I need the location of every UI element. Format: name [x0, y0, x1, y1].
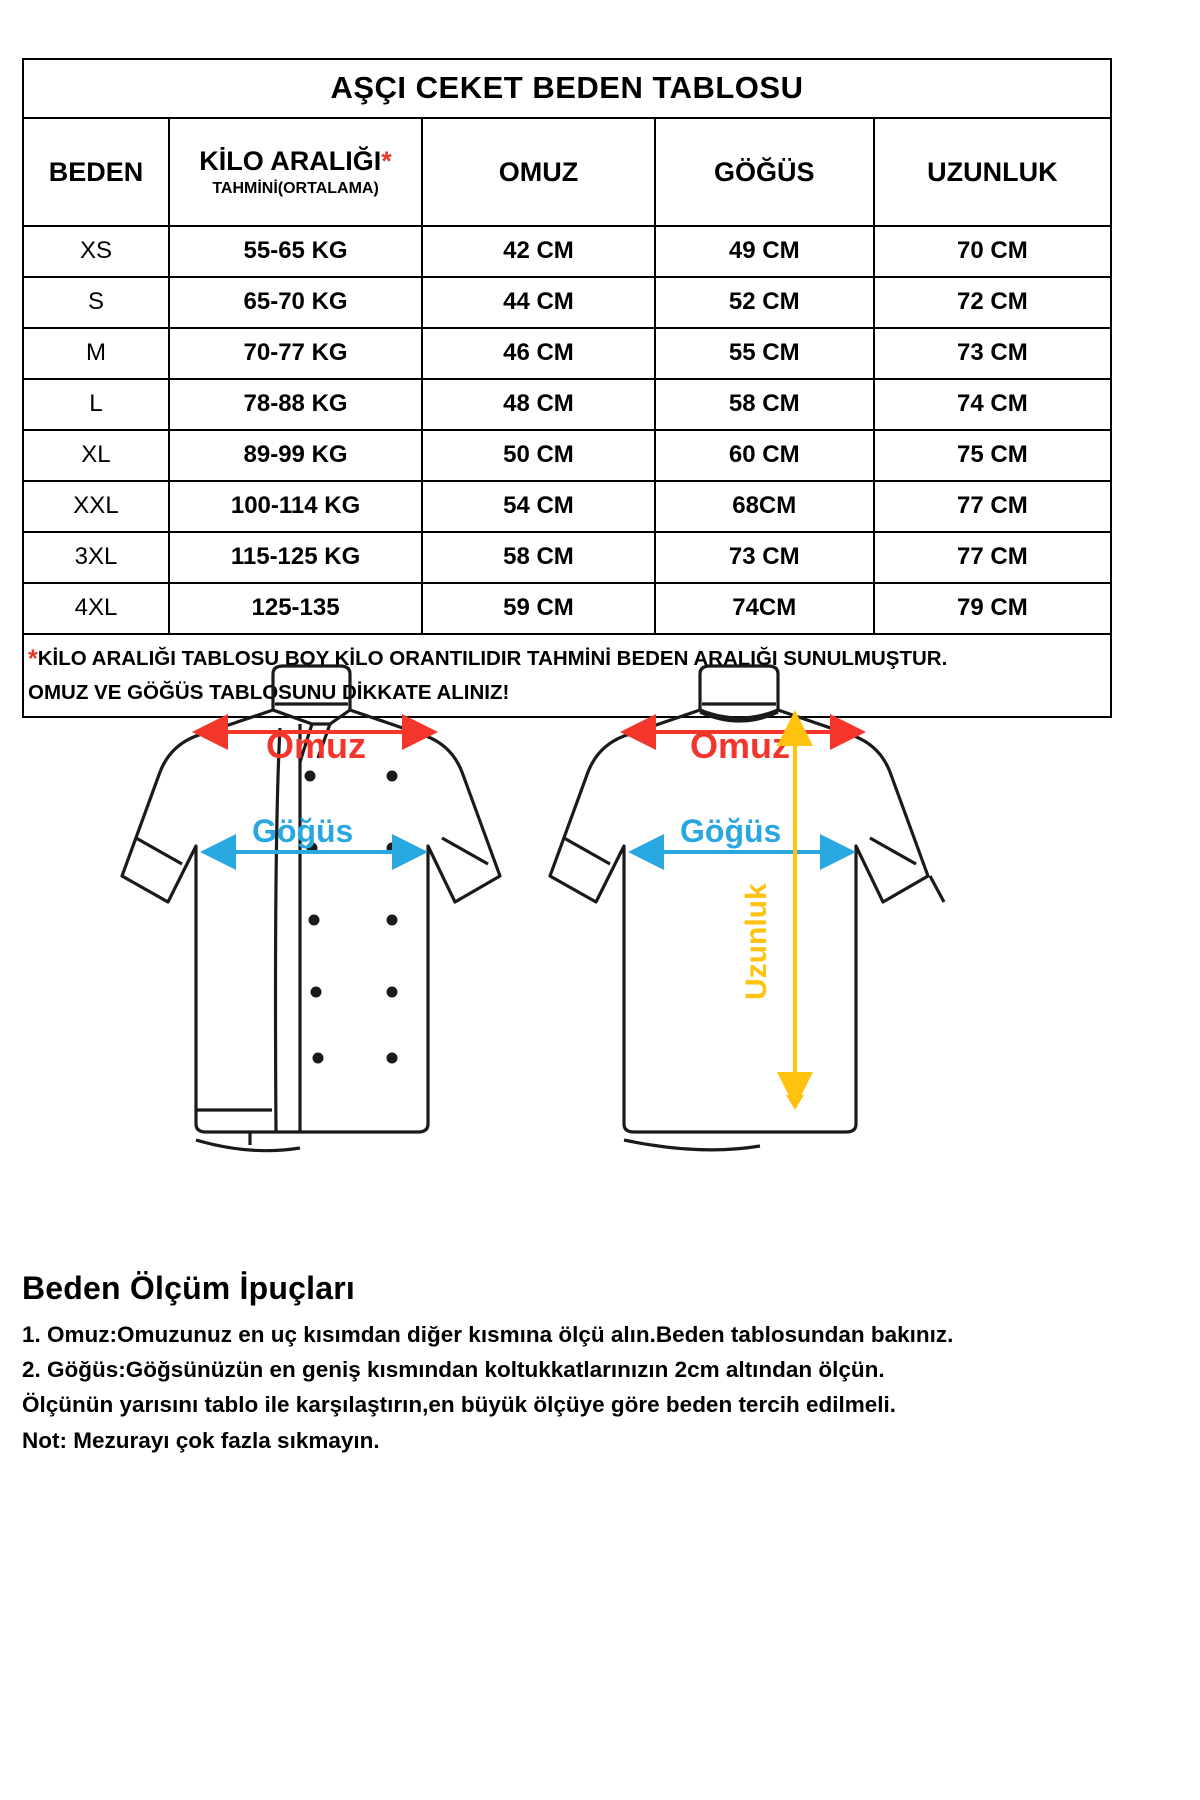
table-row	[23, 379, 1111, 430]
table-row	[23, 583, 1111, 634]
front-chest-label: Göğüs	[252, 813, 354, 849]
header-beden: BEDEN	[23, 118, 169, 226]
footnote-asterisk: *	[28, 645, 38, 673]
back-length-measure	[740, 718, 804, 1110]
cell-omuz: 44 CM	[422, 277, 655, 328]
cell-uzunluk: 77 CM	[874, 481, 1111, 532]
cell-omuz: 54 CM	[422, 481, 655, 532]
front-shoulder-measure	[200, 725, 430, 766]
header-kilo-araligi	[169, 118, 422, 226]
cell-gogus: 52 CM	[655, 277, 874, 328]
table-row	[23, 226, 1111, 277]
cell-omuz: 59 CM	[422, 583, 655, 634]
cell-omuz: 42 CM	[422, 226, 655, 277]
jacket-illustration	[0, 640, 1200, 1200]
table-row	[23, 430, 1111, 481]
cell-beden: 4XL	[23, 583, 169, 634]
header-omuz: OMUZ	[422, 118, 655, 226]
cell-kilo: 115-125 KG	[169, 532, 422, 583]
cell-kilo: 78-88 KG	[169, 379, 422, 430]
size-table	[22, 58, 1112, 718]
cell-omuz: 48 CM	[422, 379, 655, 430]
header-kilo-sub: TAHMİNİ(ORTALAMA)	[212, 179, 379, 197]
cell-beden: XS	[23, 226, 169, 277]
table-header-row	[23, 118, 1111, 226]
cell-uzunluk: 73 CM	[874, 328, 1111, 379]
header-kilo-main: KİLO ARALIĞI*	[199, 146, 392, 177]
cell-uzunluk: 77 CM	[874, 532, 1111, 583]
table-row	[23, 328, 1111, 379]
cell-gogus: 49 CM	[655, 226, 874, 277]
cell-uzunluk: 79 CM	[874, 583, 1111, 634]
table-title-row	[23, 59, 1111, 118]
cell-kilo: 125-135	[169, 583, 422, 634]
header-kilo-asterisk: *	[381, 146, 392, 177]
table-row	[23, 277, 1111, 328]
cell-beden: XL	[23, 430, 169, 481]
jacket-diagram-svg	[0, 640, 1200, 1200]
cell-uzunluk: 72 CM	[874, 277, 1111, 328]
cell-gogus: 74CM	[655, 583, 874, 634]
cell-gogus: 55 CM	[655, 328, 874, 379]
header-uzunluk: UZUNLUK	[874, 118, 1111, 226]
cell-uzunluk: 74 CM	[874, 379, 1111, 430]
footnote-line-2: OMUZ VE GÖĞÜS TABLOSUNU DİKKATE ALINIZ!	[28, 680, 510, 704]
tips-heading: Beden Ölçüm İpuçları	[22, 1270, 355, 1306]
cell-beden: M	[23, 328, 169, 379]
cell-beden: XXL	[23, 481, 169, 532]
cell-beden: 3XL	[23, 532, 169, 583]
back-shoulder-label: Omuz	[690, 725, 791, 766]
measurement-tips	[22, 1270, 1142, 1460]
cell-omuz: 50 CM	[422, 430, 655, 481]
cell-kilo: 55-65 KG	[169, 226, 422, 277]
table-row	[23, 532, 1111, 583]
cell-uzunluk: 75 CM	[874, 430, 1111, 481]
footnote-line-1: KİLO ARALIĞI TABLOSU BOY KİLO ORANTILIDIR TAHMİNİ BEDEN ARALIĞI SUNULMUŞTUR.	[37, 647, 948, 670]
back-chest-label: Göğüs	[680, 813, 782, 849]
cell-gogus: 68CM	[655, 481, 874, 532]
cell-kilo: 100-114 KG	[169, 481, 422, 532]
cell-kilo: 89-99 KG	[169, 430, 422, 481]
cell-uzunluk: 70 CM	[874, 226, 1111, 277]
tips-line-1: 1. Omuz:Omuzunuz en uç kısımdan diğer kısmına ölçü alın.Beden tablosundan bakınız.	[22, 1322, 954, 1347]
back-shoulder-measure	[628, 725, 858, 766]
cell-gogus: 60 CM	[655, 430, 874, 481]
table-row	[23, 481, 1111, 532]
cell-kilo: 65-70 KG	[169, 277, 422, 328]
back-chest-measure	[636, 813, 848, 852]
tips-line-2: 2. Göğüs:Göğsünüzün en geniş kısmından koltukkatlarınızın 2cm altından ölçün.	[22, 1357, 885, 1383]
cell-omuz: 46 CM	[422, 328, 655, 379]
back-length-label: Uzunluk	[740, 883, 773, 1000]
cell-omuz: 58 CM	[422, 532, 655, 583]
size-table-container	[22, 58, 1112, 718]
front-shoulder-label: Omuz	[266, 725, 367, 766]
cell-kilo: 70-77 KG	[169, 328, 422, 379]
cell-beden: L	[23, 379, 169, 430]
table-title: AŞÇI CEKET BEDEN TABLOSU	[23, 59, 1111, 118]
tips-line-4: Not: Mezurayı çok fazla sıkmayın.	[22, 1427, 380, 1453]
tips-line-3: Ölçünün yarısını tablo ile karşılaştırın,en büyük ölçüye göre beden tercih edilmeli.	[22, 1392, 896, 1418]
header-gogus: GÖĞÜS	[655, 118, 874, 226]
cell-gogus: 73 CM	[655, 532, 874, 583]
cell-gogus: 58 CM	[655, 379, 874, 430]
cell-beden: S	[23, 277, 169, 328]
